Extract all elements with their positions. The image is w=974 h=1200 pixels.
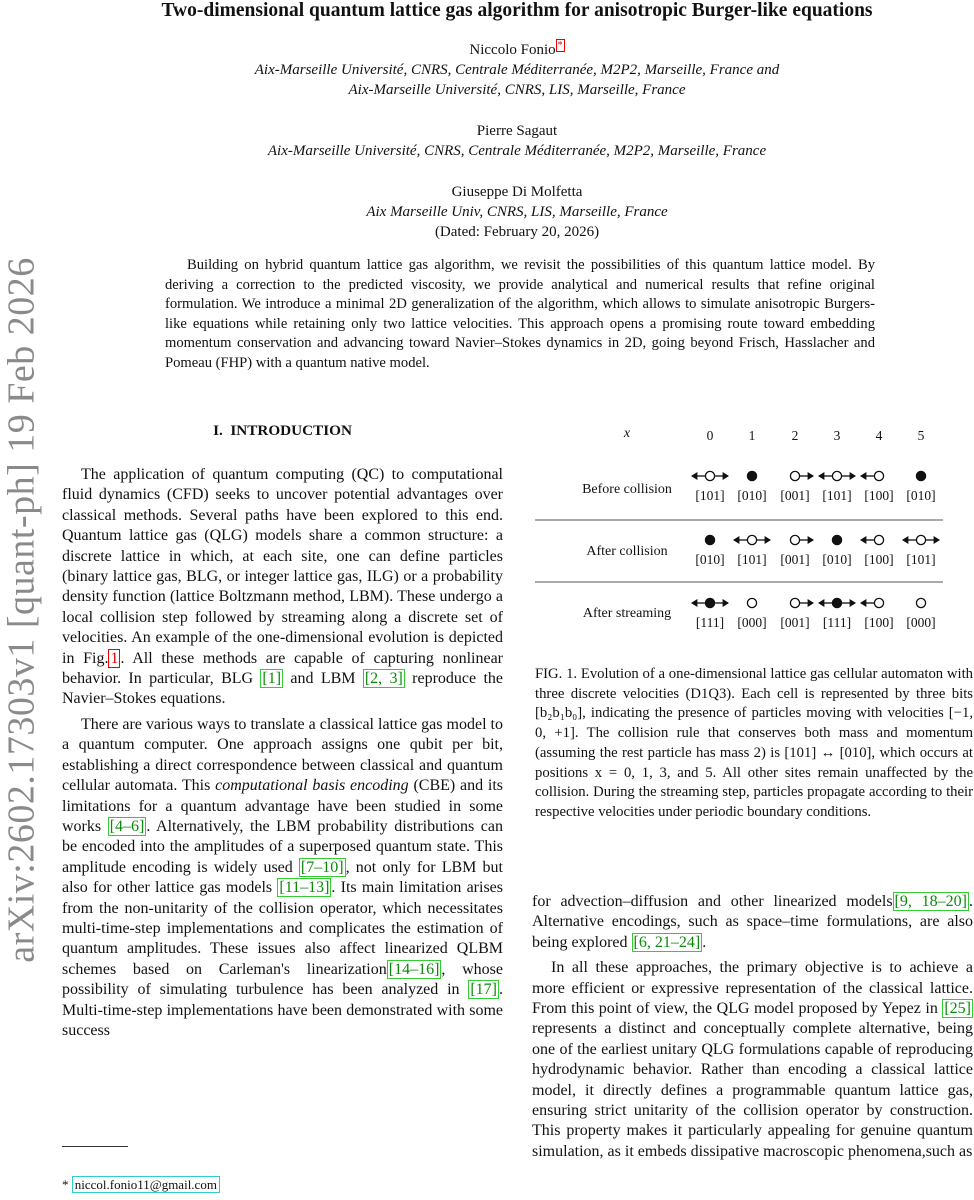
rest-particle-icon	[705, 535, 714, 544]
email-link[interactable]: niccol.fonio11@gmail.com	[72, 1176, 220, 1193]
left-paragraph-1: The application of quantum computing (QC) to computational fluid dynamics (CFD) seeks to uncover potential advantages over classical methods. Several paths have been explored to this end. Quantum lattice gas (QLG) models share a common structure: a discrete lattice in which, at each site, one can define particles (binary lattice gas, BLG, or integer lattice gas, ILG) or a probability density function (lattice Boltzmann method, LBM). These undergo a local collision step followed by streaming along a discrete set of velocities. An example of the one-dimensional evolution is depicted in Fig. 1 . All these methods are capable of capturing nonlinear behavior. In particular, BLG [1] and LBM [2, 3] reproduce the Navier–Stokes equations.	[62, 466, 504, 708]
section-title: INTRODUCTION	[230, 422, 352, 439]
citation-link[interactable]: [6, 21–24]	[633, 933, 701, 951]
row-label: After collision	[586, 544, 668, 559]
citation-link[interactable]: [4–6]	[109, 817, 145, 835]
arrow-right-icon	[850, 472, 856, 480]
section-number: I.	[213, 422, 223, 439]
empty-site-icon	[790, 471, 799, 480]
cell-state-label: [100]	[864, 552, 894, 567]
paper-title: Two-dimensional quantum lattice gas algorithm for anisotropic Burger-like equations	[161, 0, 873, 21]
citation-link[interactable]: [17]	[470, 981, 497, 999]
arrow-left-icon	[860, 536, 866, 544]
arrow-left-icon	[691, 472, 697, 480]
cell-state-label: [100]	[864, 488, 894, 503]
cell-state-label: [111]	[695, 615, 725, 630]
arrow-right-icon	[723, 472, 729, 480]
empty-site-icon	[874, 471, 883, 480]
author-1-affiliation-2: Aix-Marseille Université, CNRS, LIS, Marseille, France	[348, 82, 686, 98]
author-3-affiliation: Aix Marseille Univ, CNRS, LIS, Marseille, France	[366, 204, 668, 220]
footnote-rule	[62, 1146, 128, 1147]
citation-link[interactable]: [1]	[262, 670, 282, 688]
abstract	[165, 256, 875, 373]
citation-link[interactable]: [9, 18–20]	[894, 893, 967, 910]
arrow-right-icon	[934, 536, 940, 544]
rest-particle-icon	[747, 471, 756, 480]
cell-state-label: [101]	[906, 552, 936, 567]
author-1-name: Niccolo Fonio	[469, 42, 556, 58]
author-2-name: Pierre Sagaut	[476, 123, 558, 139]
figure-x-label: x	[623, 426, 631, 441]
author-3-name: Giuseppe Di Molfetta	[451, 184, 583, 200]
right-column	[532, 892, 973, 1162]
cell-state-label: [001]	[780, 615, 810, 630]
cell-state-label: [010]	[695, 552, 725, 567]
arrow-left-icon	[818, 472, 824, 480]
rest-particle-icon	[832, 598, 841, 607]
position-label: 0	[706, 428, 714, 443]
position-label: 3	[833, 428, 841, 443]
cell-state-label: [101]	[695, 488, 725, 503]
figure-reference-link[interactable]: 1	[110, 649, 119, 667]
empty-site-icon	[747, 535, 756, 544]
row-label: Before collision	[582, 482, 672, 497]
position-label: 4	[875, 428, 883, 443]
arrow-right-icon	[808, 536, 814, 544]
position-label: 5	[917, 428, 925, 443]
footnote-mark-link[interactable]: *	[557, 40, 563, 51]
empty-site-icon	[705, 471, 714, 480]
dated: (Dated: February 20, 2026)	[434, 224, 600, 240]
arrow-left-icon	[818, 599, 824, 607]
arrow-left-icon	[691, 599, 697, 607]
rest-particle-icon	[832, 535, 841, 544]
empty-site-icon	[790, 535, 799, 544]
figure-1	[535, 420, 974, 640]
arrow-right-icon	[723, 599, 729, 607]
figure-caption: FIG. 1. Evolution of a one-dimensional lattice gas cellular automaton with three discrete velocities (D1Q3). Each cell is represented by three bits [b₂b₁b₀], indicating the presence of particles moving with velocities [−1, 0, +1]. The collision rule that conserves both mass and momentum (assuming the rest particle has mass 2) is [101] ↔ [010], which occurs at positions x = 0, 1, 3, and 5. All other sites remain unaffected by the collision. During the streaming step, particles propagate according to their respective velocities under periodic boundary conditions.	[535, 666, 973, 820]
cell-state-label: [101]	[737, 552, 767, 567]
left-paragraph-2: There are various ways to translate a classical lattice gas model to a quantum computer. One approach assigns one qubit per bit, establishing a direct correspondence between classical and quantum cellular automata. This computational basis encoding (CBE) and its limitations for a quantum advantage have been studied in some works [4–6] . Alternatively, the LBM probability distributions can be encoded into the amplitudes of a superposed quantum state. This amplitude encoding is widely used [7–10] , not only for LBM but also for other lattice gas models [11–13] . Its main limitation arises from the non-unitarity of the collision operator, which necessitates multi-time-step implementations and complicates the estimation of quantum amplitudes. These issues also affect linearized QLBM schemes based on Carleman's linearization [14–16] , whose possibility of simulating turbulence has been analyzed in [17] . Multi-time-step implementations have been demonstrated with some success	[62, 715, 504, 1039]
cell-state-label: [000]	[906, 615, 936, 630]
arrow-right-icon	[765, 536, 771, 544]
arrow-left-icon	[860, 472, 866, 480]
empty-site-icon	[874, 598, 883, 607]
right-paragraph-2: In all these approaches, the primary objective is to achieve a more efficient or expressive representation of the classical lattice. From this point of view, the QLG model proposed by Yepez in [25] represents a distinct and conceptually complete alternative, being one of the earliest unitary QLG formulations capable of reproducing hydrodynamic behavior. Rather than encoding a classical lattice model, it directly defines a programmable quantum lattice gas, ensuring strict unitarity of the collision operator by construction. This property makes it particularly appealing for genuine quantum simulation, as it embeds dissipative macroscopic phenomena,such as	[532, 959, 973, 1160]
cell-state-label: [010]	[906, 488, 936, 503]
rest-particle-icon	[705, 598, 714, 607]
empty-site-icon	[916, 535, 925, 544]
cell-state-label: [010]	[822, 552, 852, 567]
cell-state-label: [000]	[737, 615, 767, 630]
empty-site-icon	[832, 471, 841, 480]
author-1	[60, 42, 974, 59]
empty-site-icon	[916, 598, 925, 607]
position-label: 2	[791, 428, 799, 443]
row-label: After streaming	[582, 606, 672, 621]
position-label: 1	[748, 428, 756, 443]
author-2-affiliation: Aix-Marseille Université, CNRS, Centrale Méditerranée, M2P2, Marseille, France	[267, 143, 767, 159]
arrow-right-icon	[808, 599, 814, 607]
cell-state-label: [001]	[780, 488, 810, 503]
author-1-affiliation-1: Aix-Marseille Université, CNRS, Centrale Méditerranée, M2P2, Marseille, France and	[254, 62, 780, 78]
arrow-left-icon	[902, 536, 908, 544]
cell-state-label: [001]	[780, 552, 810, 567]
empty-site-icon	[747, 598, 756, 607]
citation-link[interactable]: [11–13]	[279, 879, 330, 897]
empty-site-icon	[790, 598, 799, 607]
empty-site-icon	[874, 535, 883, 544]
cell-state-label: [010]	[737, 488, 767, 503]
left-column	[62, 465, 503, 1041]
arrow-left-icon	[733, 536, 739, 544]
citation-link[interactable]: [7–10]	[300, 858, 344, 876]
cell-state-label: [111]	[822, 615, 852, 630]
citation-link[interactable]: [25]	[944, 1000, 971, 1018]
rest-particle-icon	[916, 471, 925, 480]
cell-state-label: [100]	[864, 615, 894, 630]
arrow-right-icon	[808, 472, 814, 480]
arxiv-stamp: arXiv:2602.17303v1 [quant-ph] 19 Feb 2026	[1, 257, 43, 963]
right-paragraph-1: for advection–diffusion and other linearized models [9, 18–20] . Alternative encodings, such as space–time formulations, are also being explored [6, 21–24] .	[532, 893, 973, 951]
cell-state-label: [101]	[822, 488, 852, 503]
footnote: * niccol.fonio11@gmail.com	[62, 1177, 220, 1193]
section-heading	[62, 422, 503, 440]
citation-link[interactable]: [2, 3]	[364, 670, 403, 688]
citation-link[interactable]: [14–16]	[388, 960, 440, 978]
arrow-right-icon	[850, 599, 856, 607]
abstract-text: Building on hybrid quantum lattice gas algorithm, we revisit the possibilities of this quantum lattice model. By deriving a correction to the predicted viscosity, we provide analytical and numerical results that refine original formulation. We introduce a minimal 2D generalization of the algorithm, which allows to simulate anisotropic Burgers-like equations while retaining only two lattice velocities. This approach opens a promising route toward embedding momentum conservation and advancing toward Navier–Stokes dynamics in 2D, going beyond Frisch, Hasslacher and Pomeau (FHP) with a quantum native model.	[165, 257, 875, 371]
arrow-left-icon	[860, 599, 866, 607]
